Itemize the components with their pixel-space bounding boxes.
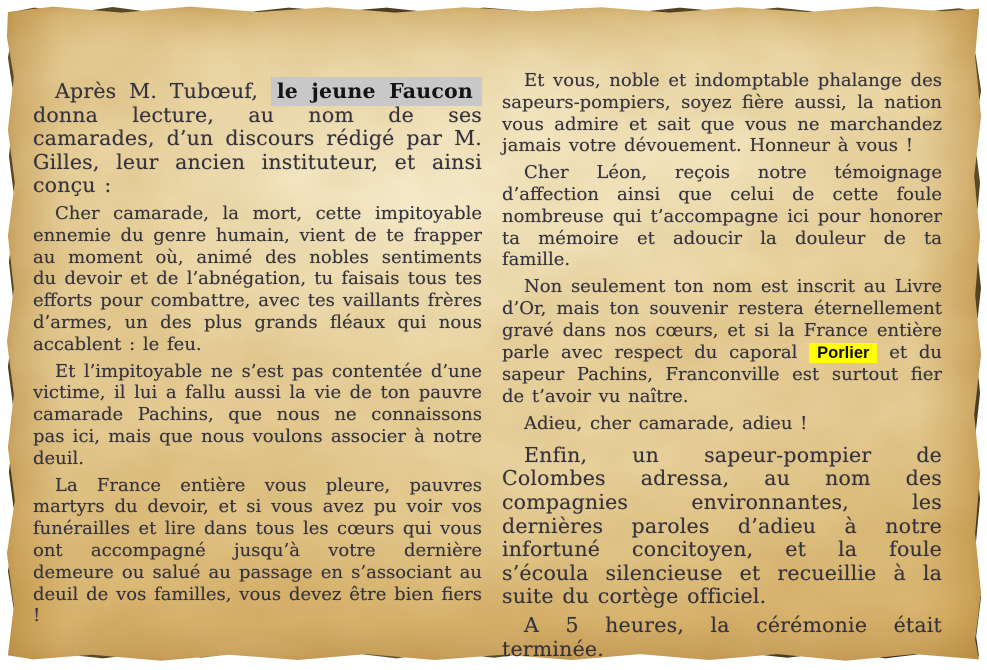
paragraph-la-france-entiere: La France entière vous pleure, pauvres martyrs du devoir, et si vous avez pu voir vos funérailles et lire dans tous les cœurs qui vous ont accompagné jusqu’à votre dernière demeure ou salué au passage en s’associant au deuil de vos familles, vous devez être bien fiers ! (33, 474, 482, 627)
paragraph-text: et du sapeur Pachins, Franconville est surtout fier de t’avoir vu naître. (502, 341, 942, 408)
paragraph-apres-tuboeuf (33, 80, 482, 198)
right-column (502, 70, 942, 666)
paragraph-adieu: Adieu, cher camarade, adieu ! (524, 412, 808, 434)
gray-highlight-le-jeune-faucon: le jeune Faucon (271, 77, 482, 106)
paragraph-non-seulement (502, 276, 942, 408)
paragraph-cher-leon: Cher Léon, reçois notre témoignage d’affection ainsi que celui de cette foule nombreuse qui t’accompagne ici pour honorer ta mémoire et adoucir la douleur de ta famille. (502, 162, 942, 271)
paragraph-cher-camarade: Cher camarade, la mort, cette impitoyable ennemie du genre humain, vient de te frapper au moment où, animé des nobles sentiments du devoir et de l’abnégation, tu faisais tous tes efforts pour combattre, avec tes vaillants frères d’armes, un des plus grands fléaux qui nous accablent : le feu. (33, 202, 482, 355)
paragraph-text: donna lecture, au nom de ses camarades, d’un discours rédigé par M. Gilles, leur ancien instituteur, et ainsi conçu : (33, 102, 482, 198)
left-column (33, 80, 482, 632)
paragraph-et-limpitoyable: Et l’impitoyable ne s’est pas contentée d’une victime, il lui a fallu aussi la vie de ton pauvre camarade Pachins, que nous ne connaissons pas ici, mais que nous voulons associer à notre deuil. (33, 360, 482, 469)
paragraph-a-5-heures: A 5 heures, la cérémonie était terminée. (502, 612, 942, 661)
paragraph-et-vous-noble: Et vous, noble et indomptable phalange des sapeurs-pompiers, soyez fière aussi, la nation vous admire et sait que vous ne marchandez jamais votre dévouement. Honneur à vous ! (502, 70, 942, 157)
paragraph-enfin-colombes: Enfin, un sapeur-pompier de Colombes adressa, au nom des compagnies environnantes, les dernières paroles d’adieu à notre infortuné concitoyen, et la foule s’écoula silencieuse et recueillie à la suite du cortège officiel. (502, 442, 942, 609)
paragraph-text: Non seulement ton nom est inscrit au Livre d’Or, mais ton souvenir restera éternellement gravé dans nos cœurs, et si la France entière parle avec respect du caporal (502, 276, 942, 363)
yellow-highlight-porlier: Porlier (809, 343, 877, 363)
paragraph-text: Après M. Tubœuf, (55, 79, 271, 103)
